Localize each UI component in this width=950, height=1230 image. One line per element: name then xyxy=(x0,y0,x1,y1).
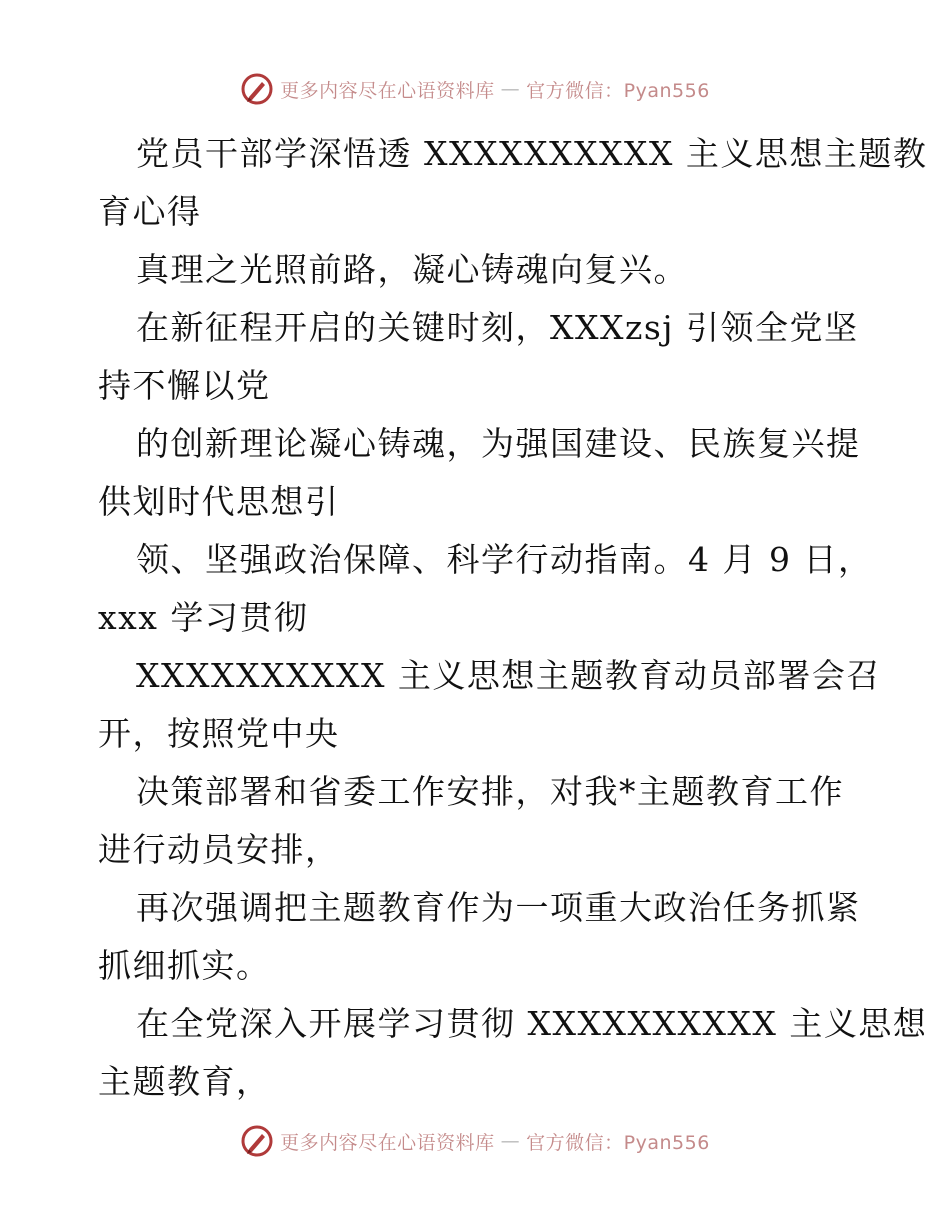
watermark-text: 更多内容尽在心语资料库 xyxy=(280,1131,495,1154)
text-line: 开，按照党中央 xyxy=(98,714,340,753)
text-line: 党员干部学深悟透 XXXXXXXXXX 主义思想主题教 xyxy=(136,134,928,173)
text-line: 持不懈以党 xyxy=(98,366,271,405)
text-line: 供划时代思想引 xyxy=(98,482,340,521)
text-line: 进行动员安排， xyxy=(98,830,340,869)
document-body xyxy=(98,125,928,1111)
watermark-contact: 官方微信：Pyan556 xyxy=(526,1131,710,1154)
text-line: xxx 学习贯彻 xyxy=(98,598,309,637)
text-line: 主题教育， xyxy=(98,1062,271,1101)
text-line: 在全党深入开展学习贯彻 XXXXXXXXXX 主义思想 xyxy=(136,1004,928,1043)
watermark-contact: 官方微信：Pyan556 xyxy=(526,79,710,102)
text-line: 的创新理论凝心铸魂，为强国建设、民族复兴提 xyxy=(136,424,861,463)
pen-logo-icon xyxy=(240,1124,274,1158)
footer-watermark xyxy=(0,1124,950,1158)
text-line: 育心得 xyxy=(98,192,202,231)
watermark-separator: — xyxy=(500,1130,521,1152)
pen-logo-icon xyxy=(240,72,274,106)
text-line: XXXXXXXXXX 主义思想主题教育动员部署会召 xyxy=(136,656,881,695)
watermark-text: 更多内容尽在心语资料库 xyxy=(280,79,495,102)
text-line: 决策部署和省委工作安排，对我*主题教育工作 xyxy=(136,772,844,811)
text-line: 在新征程开启的关键时刻，XXXzsj 引领全党坚 xyxy=(136,308,859,347)
watermark-separator: — xyxy=(500,78,521,100)
text-line: 再次强调把主题教育作为一项重大政治任务抓紧 xyxy=(136,888,861,927)
text-line: 抓细抓实。 xyxy=(98,946,271,985)
text-line: 真理之光照前路，凝心铸魂向复兴。 xyxy=(136,250,688,289)
text-line: 领、坚强政治保障、科学行动指南。4 月 9 日， xyxy=(136,540,873,579)
header-watermark xyxy=(0,72,950,106)
